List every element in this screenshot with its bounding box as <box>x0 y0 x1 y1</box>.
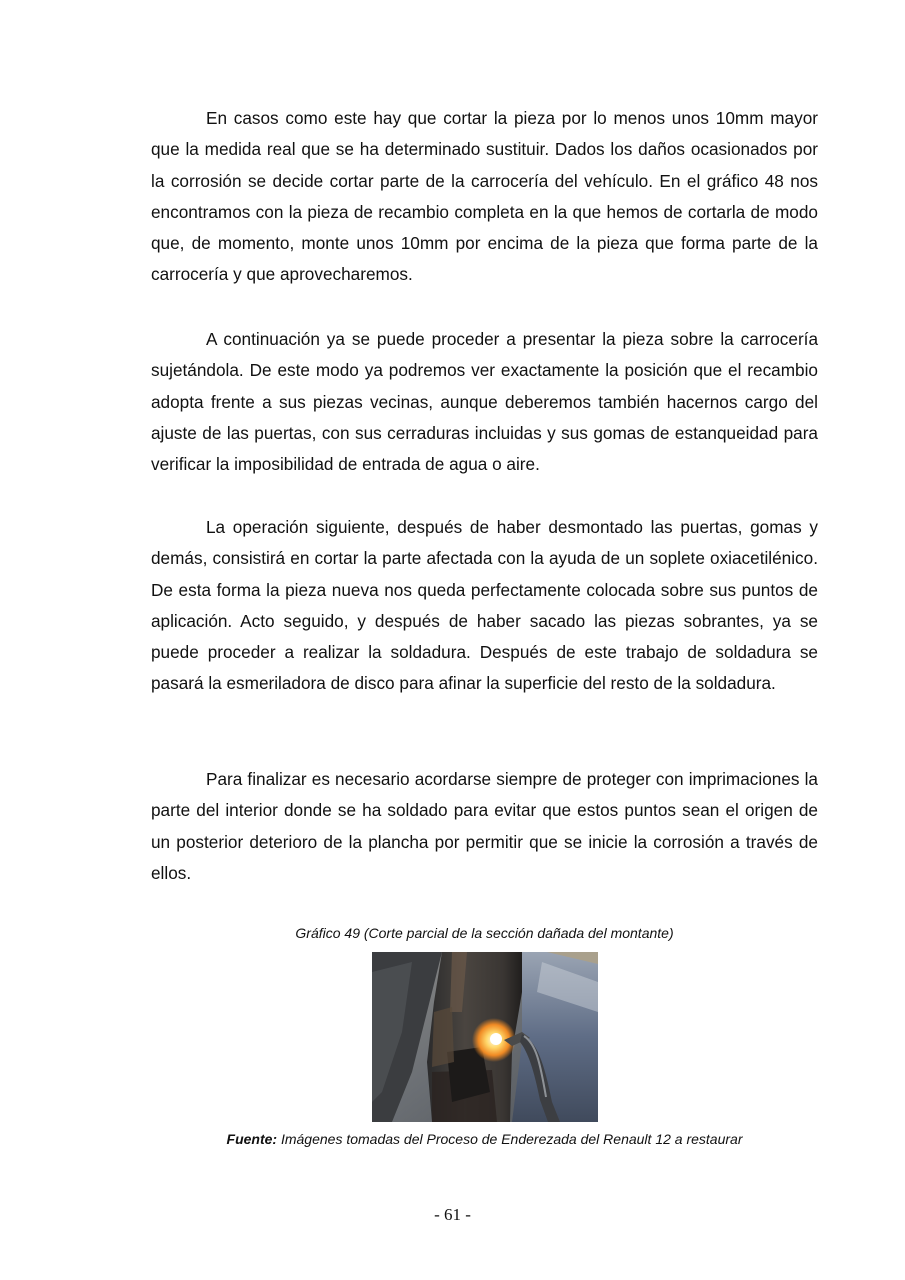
paragraph-text: Para finalizar es necesario acordarse siempre de proteger con imprimaciones la parte del interior donde se ha soldado para evitar que estos puntos sean el origen de un posterior deterioro de la plancha por permitir que se inicie la corrosión a través de ellos. <box>151 769 818 883</box>
figure-source <box>151 1131 818 1147</box>
body-paragraph-3 <box>151 512 818 700</box>
source-text: Imágenes tomadas del Proceso de Enderezada del Renault 12 a restaurar <box>277 1131 743 1147</box>
paragraph-text: A continuación ya se puede proceder a presentar la pieza sobre la carrocería sujetándola. De este modo ya podremos ver exactamente la posición que el recambio adopta frente a sus piezas vecinas, aunque deberemos también hacernos cargo del ajuste de las puertas, con sus cerraduras incluidas y sus gomas de estanqueidad para verificar la imposibilidad de entrada de agua o aire. <box>151 329 818 475</box>
figure-caption: Gráfico 49 (Corte parcial de la sección dañada del montante) <box>295 925 674 941</box>
paragraph-text: En casos como este hay que cortar la pieza por lo menos unos 10mm mayor que la medida real que se ha determinado sustituir. Dados los daños ocasionados por la corrosión se decide cortar parte de la carrocería del vehículo. En el gráfico 48 nos encontramos con la pieza de recambio completa en la que hemos de cortarla de modo que, de momento, monte unos 10mm por encima de la pieza que forma parte de la carrocería y que aprovecharemos. <box>151 108 818 285</box>
page-number: - 61 - <box>434 1205 471 1224</box>
source-label: Fuente: <box>226 1131 278 1147</box>
welding-photo <box>372 952 598 1122</box>
paragraph-text: La operación siguiente, después de haber desmontado las puertas, gomas y demás, consistirá en cortar la parte afectada con la ayuda de un soplete oxiacetilénico. De esta forma la pieza nueva nos queda perfectamente colocada sobre sus puntos de aplicación. Acto seguido, y después de haber sacado las piezas sobrantes, ya se puede proceder a realizar la soldadura. Después de este trabajo de soldadura se pasará la esmeriladora de disco para afinar la superficie del resto de la soldadura. <box>151 517 818 694</box>
body-paragraph-1 <box>151 103 818 291</box>
body-paragraph-2 <box>151 324 818 480</box>
body-paragraph-4 <box>151 764 818 889</box>
